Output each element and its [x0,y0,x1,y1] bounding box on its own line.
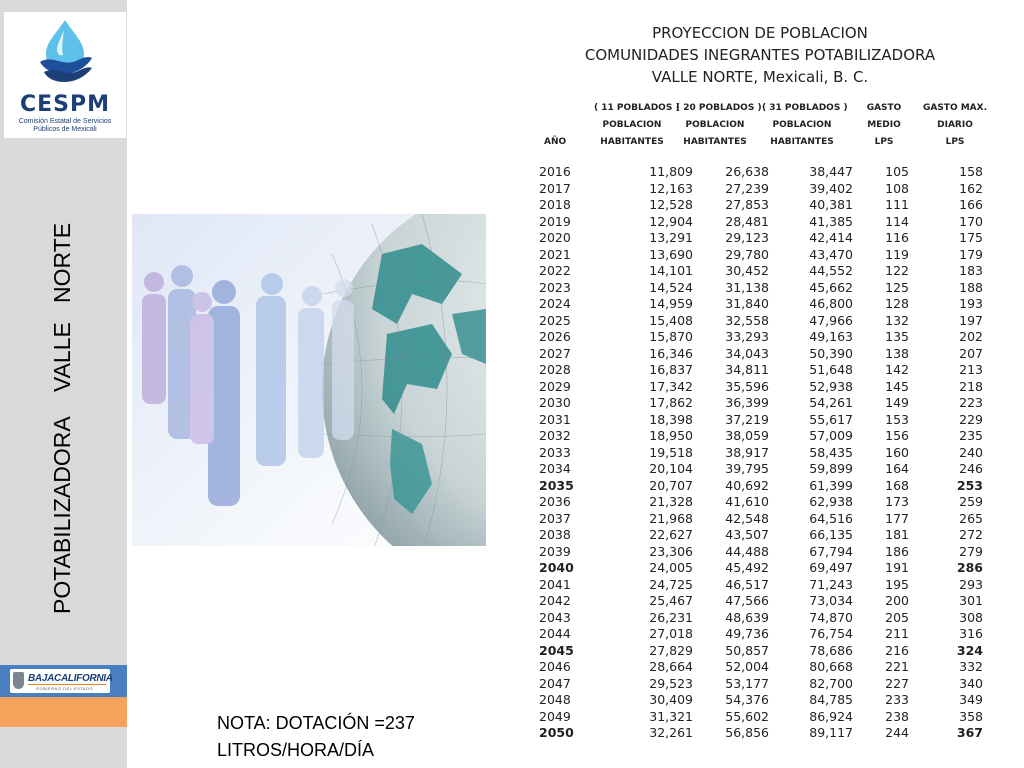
cell-gasto-max: 358 [959,708,983,724]
table-row [535,162,995,179]
cell-pop-20: 56,856 [725,725,769,740]
header-pop-20-bot: HABITANTES [683,137,747,147]
cell-pop-11: 18,950 [649,428,693,443]
cell-gasto-medio: 153 [885,411,909,427]
cell-pop-31: 61,399 [809,477,853,493]
cell-gasto-medio: 186 [885,543,909,559]
cell-year: 2048 [539,692,571,707]
cell-pop-11: 23,306 [649,543,693,559]
cell-gasto-max: 340 [959,675,983,691]
cell-year: 2020 [539,230,571,245]
cell-gasto-max: 272 [959,527,983,542]
cell-year: 2040 [539,560,574,575]
cell-gasto-medio: 168 [885,477,909,493]
cell-gasto-medio: 116 [885,230,909,245]
cell-gasto-max: 324 [956,642,983,658]
table-title [560,22,960,88]
cell-year: 2043 [539,609,571,625]
cell-gasto-max: 175 [959,230,983,245]
cell-pop-20: 31,138 [725,279,769,295]
cell-gasto-max: 265 [959,510,983,526]
cell-year: 2033 [539,444,571,460]
cell-gasto-medio: 108 [885,180,909,196]
cell-year: 2050 [539,725,574,740]
cell-pop-11: 14,524 [649,279,693,295]
cell-year: 2046 [539,659,571,674]
cell-year: 2021 [539,246,571,262]
cell-gasto-max: 229 [959,411,983,427]
cell-pop-20: 40,692 [725,477,769,493]
cell-pop-11: 19,518 [649,444,693,460]
cell-pop-20: 38,059 [725,428,769,443]
cell-year: 2025 [539,312,571,328]
cell-gasto-medio: 177 [885,510,909,526]
cell-year: 2041 [539,576,571,592]
table-row [535,278,995,295]
cell-gasto-max: 179 [959,246,983,262]
state-logo-subtext: GOBIERNO DEL ESTADO [36,686,94,691]
table-row [535,360,995,377]
state-shield-icon [13,672,24,689]
cell-year: 2018 [539,197,571,212]
cell-pop-31: 39,402 [809,180,853,196]
cell-pop-20: 36,399 [725,395,769,410]
cell-pop-20: 49,736 [725,626,769,641]
state-logo [10,669,113,693]
cell-pop-20: 29,123 [725,230,769,245]
header-pop-31-mid: POBLACION [772,120,832,130]
cell-pop-11: 17,342 [649,378,693,394]
header-pop-20-mid: POBLACION [685,120,745,130]
cell-pop-11: 15,870 [649,329,693,344]
note-line-1: NOTA: DOTACIÓN =237 [217,713,415,733]
cell-gasto-max: 253 [956,477,983,493]
cell-pop-20: 47,566 [725,593,769,608]
cell-pop-20: 34,043 [725,345,769,361]
cell-pop-20: 29,780 [725,246,769,262]
cell-gasto-medio: 105 [885,164,909,179]
cell-year: 2023 [539,279,571,295]
cell-year: 2047 [539,675,571,691]
table-row [535,558,995,575]
cell-pop-31: 44,552 [809,263,853,278]
table-title-line-1: PROYECCION DE POBLACION [652,24,868,42]
cell-pop-31: 52,938 [809,378,853,394]
table-row [535,542,995,559]
state-logo-text: BAJACALIFORNIA [28,673,113,684]
table-title-line-2: COMUNIDADES INEGRANTES POTABILIZADORA [584,46,936,64]
cell-gasto-max: 223 [959,395,983,410]
cell-pop-20: 55,602 [725,708,769,724]
cell-pop-31: 38,447 [809,164,853,179]
cell-pop-31: 76,754 [809,626,853,641]
logo-subtitle [4,118,126,134]
header-gasto-max-bot: LPS [945,137,965,147]
cell-gasto-max: 202 [959,329,983,344]
cell-gasto-max: 259 [959,494,983,509]
cell-pop-20: 50,857 [725,642,769,658]
cell-year: 2022 [539,263,571,278]
cell-gasto-medio: 244 [885,725,909,740]
table-row [535,575,995,592]
header-pop-31-bot: HABITANTES [770,137,834,147]
cell-pop-20: 33,293 [725,329,769,344]
header-gasto-medio [856,100,912,151]
vertical-title: POTABILIZADORA VALLE NORTE [49,222,75,614]
cell-gasto-medio: 135 [885,329,909,344]
cell-pop-31: 73,034 [809,593,853,608]
logo-subtitle-line-1: Comisión Estatal de Servicios [18,118,112,125]
cell-pop-31: 42,414 [809,230,853,245]
cell-gasto-medio: 119 [885,246,909,262]
cell-pop-20: 53,177 [725,675,769,691]
cell-gasto-max: 213 [959,362,983,377]
cell-pop-11: 31,321 [649,708,693,724]
people-globe-image [132,214,486,546]
cell-pop-31: 58,435 [809,444,853,460]
population-table-body [535,162,995,740]
cell-year: 2026 [539,329,571,344]
cell-pop-31: 84,785 [809,692,853,707]
cell-pop-31: 78,686 [809,642,853,658]
cell-pop-20: 45,492 [725,560,769,575]
cell-pop-20: 28,481 [725,213,769,229]
cell-gasto-max: 162 [959,180,983,196]
cell-gasto-medio: 227 [885,675,909,691]
table-row [535,443,995,460]
cell-pop-11: 13,690 [649,246,693,262]
cell-pop-31: 74,870 [809,609,853,625]
cell-gasto-max: 246 [959,461,983,476]
cell-gasto-medio: 128 [885,296,909,311]
header-pop-11-mid: POBLACION [602,120,662,130]
cell-year: 2024 [539,296,571,311]
table-row [535,707,995,724]
cell-year: 2016 [539,164,571,179]
cell-pop-11: 20,707 [649,477,693,493]
cell-year: 2032 [539,428,571,443]
cell-gasto-medio: 233 [885,692,909,707]
header-pop-11-top: ( 11 POBLADOS ) [594,103,680,113]
table-row [535,195,995,212]
cell-pop-20: 44,488 [725,543,769,559]
cell-gasto-max: 166 [959,197,983,212]
cell-year: 2034 [539,461,571,476]
cell-pop-20: 37,219 [725,411,769,427]
cell-pop-31: 43,470 [809,246,853,262]
table-row [535,624,995,641]
table-row [535,459,995,476]
cell-pop-20: 48,639 [725,609,769,625]
cell-pop-20: 31,840 [725,296,769,311]
header-pop-11 [594,100,680,151]
cell-gasto-medio: 114 [885,213,909,229]
table-row [535,294,995,311]
cell-pop-31: 51,648 [809,362,853,377]
cell-gasto-medio: 149 [885,395,909,410]
table-row [535,525,995,542]
cell-gasto-max: 316 [959,626,983,641]
cell-gasto-max: 332 [959,659,983,674]
cell-pop-11: 27,018 [649,626,693,641]
cell-pop-31: 55,617 [809,411,853,427]
table-row [535,723,995,740]
cell-pop-20: 42,548 [725,510,769,526]
cell-gasto-max: 349 [959,692,983,707]
cell-pop-20: 27,239 [725,180,769,196]
cell-gasto-medio: 164 [885,461,909,476]
table-row [535,476,995,493]
header-pop-31 [762,100,848,151]
table-row [535,690,995,707]
cell-pop-31: 67,794 [809,543,853,559]
table-row [535,608,995,625]
cell-pop-31: 66,135 [809,527,853,542]
cell-gasto-max: 293 [959,576,983,592]
cell-gasto-max: 218 [959,378,983,394]
cell-pop-11: 11,809 [649,164,693,179]
cell-pop-20: 39,795 [725,461,769,476]
cespm-logo [4,12,126,138]
cell-pop-11: 32,261 [649,725,693,740]
cell-gasto-medio: 142 [885,362,909,377]
cell-year: 2037 [539,510,571,526]
table-row [535,261,995,278]
cell-gasto-max: 193 [959,296,983,311]
cell-gasto-medio: 156 [885,428,909,443]
cell-gasto-max: 308 [959,609,983,625]
cell-gasto-medio: 216 [885,642,909,658]
cell-pop-11: 21,328 [649,494,693,509]
cell-gasto-max: 367 [956,725,983,740]
cell-pop-11: 22,627 [649,527,693,542]
cell-gasto-medio: 132 [885,312,909,328]
cell-pop-20: 43,507 [725,527,769,542]
cell-pop-11: 29,523 [649,675,693,691]
cell-gasto-medio: 145 [885,378,909,394]
table-row [535,179,995,196]
cell-pop-31: 46,800 [809,296,853,311]
cell-gasto-medio: 200 [885,593,909,608]
table-row [535,410,995,427]
cell-year: 2029 [539,378,571,394]
cell-pop-31: 69,497 [809,560,853,575]
table-row [535,245,995,262]
header-gasto-max-top: GASTO MAX. [922,103,988,113]
cell-gasto-medio: 191 [885,560,909,575]
cell-gasto-max: 158 [959,164,983,179]
cell-pop-31: 47,966 [809,312,853,328]
header-gasto-medio-top: GASTO [866,103,902,113]
cell-pop-20: 54,376 [725,692,769,707]
logo-name: CESPM [19,92,111,117]
table-row [535,492,995,509]
cell-year: 2035 [539,477,574,493]
cell-pop-11: 18,398 [649,411,693,427]
header-pop-11-bot: HABITANTES [600,137,664,147]
cell-pop-11: 15,408 [649,312,693,328]
cell-gasto-max: 240 [959,444,983,460]
cell-pop-20: 27,853 [725,197,769,212]
cell-pop-11: 16,837 [649,362,693,377]
cell-pop-11: 12,163 [649,180,693,196]
cell-gasto-medio: 238 [885,708,909,724]
table-row [535,212,995,229]
cell-pop-31: 49,163 [809,329,853,344]
table-row [535,657,995,674]
cell-pop-31: 71,243 [809,576,853,592]
cell-pop-20: 26,638 [725,164,769,179]
cell-pop-11: 14,959 [649,296,693,311]
cell-pop-31: 45,662 [809,279,853,295]
header-gasto-max [918,100,992,151]
cell-pop-11: 13,291 [649,230,693,245]
cell-pop-31: 62,938 [809,494,853,509]
cell-year: 2027 [539,345,571,361]
cell-gasto-medio: 122 [885,263,909,278]
cell-pop-31: 89,117 [809,725,853,740]
cell-pop-31: 59,899 [809,461,853,476]
cell-pop-31: 41,385 [809,213,853,229]
cell-gasto-max: 183 [959,263,983,278]
table-title-line-3: VALLE NORTE, Mexicali, B. C. [651,68,869,86]
cell-pop-20: 41,610 [725,494,769,509]
table-row [535,228,995,245]
cell-pop-11: 24,005 [649,560,693,575]
cell-gasto-medio: 205 [885,609,909,625]
header-gasto-medio-mid: MEDIO [867,120,901,130]
cell-year: 2036 [539,494,571,509]
header-pop-31-top: ( 31 POBLADOS ) [762,103,848,113]
cell-pop-11: 25,467 [649,593,693,608]
cell-gasto-max: 301 [959,593,983,608]
table-row [535,674,995,691]
cell-year: 2042 [539,593,571,608]
table-row [535,641,995,658]
note-line-2: LITROS/HORA/DÍA [217,740,375,760]
header-gasto-max-mid: DIARIO [937,120,973,130]
cell-gasto-max: 188 [959,279,983,295]
cell-pop-11: 27,829 [649,642,693,658]
cell-pop-31: 86,924 [809,708,853,724]
cell-year: 2031 [539,411,571,427]
cell-gasto-medio: 181 [885,527,909,542]
table-row [535,393,995,410]
state-logo-divider [28,684,106,685]
cell-year: 2044 [539,626,571,641]
cell-pop-31: 57,009 [809,428,853,443]
cell-gasto-max: 170 [959,213,983,229]
cell-pop-31: 54,261 [809,395,853,410]
table-row [535,377,995,394]
cell-gasto-medio: 195 [885,576,909,592]
cell-year: 2049 [539,708,571,724]
cell-pop-31: 82,700 [809,675,853,691]
logo-subtitle-line-2: Públicos de Mexicali [33,126,97,133]
cell-gasto-medio: 211 [885,626,909,641]
cell-gasto-max: 207 [959,345,983,361]
cell-pop-20: 38,917 [725,444,769,460]
cell-pop-11: 26,231 [649,609,693,625]
cell-pop-11: 21,968 [649,510,693,526]
cell-year: 2028 [539,362,571,377]
cell-pop-11: 17,862 [649,395,693,410]
header-gasto-medio-bot: LPS [874,137,894,147]
cell-pop-11: 12,904 [649,213,693,229]
cell-pop-11: 16,346 [649,345,693,361]
cell-year: 2017 [539,180,571,196]
orange-accent-bar [0,697,127,727]
cell-pop-11: 30,409 [649,692,693,707]
table-row [535,311,995,328]
cell-gasto-medio: 173 [885,494,909,509]
cell-pop-20: 35,596 [725,378,769,394]
cell-pop-11: 14,101 [649,263,693,278]
cell-pop-31: 80,668 [809,659,853,674]
cell-year: 2030 [539,395,571,410]
cell-year: 2045 [539,642,574,658]
cell-pop-11: 28,664 [649,659,693,674]
note [217,710,415,764]
table-row [535,591,995,608]
cell-year: 2019 [539,213,571,229]
table-row [535,344,995,361]
cell-pop-31: 40,381 [809,197,853,212]
cell-gasto-medio: 111 [885,197,909,212]
cell-gasto-medio: 125 [885,279,909,295]
header-pop-20 [676,100,762,151]
cell-gasto-medio: 221 [885,659,909,674]
cell-gasto-max: 286 [956,560,983,575]
cell-year: 2039 [539,543,571,559]
table-row [535,509,995,526]
cell-pop-31: 64,516 [809,510,853,526]
sidebar [0,0,127,768]
cell-pop-11: 24,725 [649,576,693,592]
cell-pop-20: 46,517 [725,576,769,592]
cell-pop-11: 20,104 [649,461,693,476]
cell-pop-20: 32,558 [725,312,769,328]
cell-gasto-medio: 138 [885,345,909,361]
cell-pop-11: 12,528 [649,197,693,212]
cell-year: 2038 [539,527,571,542]
cell-pop-31: 50,390 [809,345,853,361]
cell-pop-20: 30,452 [725,263,769,278]
table-row [535,426,995,443]
header-pop-20-top: ( 20 POBLADOS ) [676,103,762,113]
cell-gasto-max: 279 [959,543,983,559]
cell-gasto-max: 235 [959,428,983,443]
header-year: AÑO [544,137,567,147]
water-drop-icon [34,18,96,84]
table-row [535,327,995,344]
cell-pop-20: 34,811 [725,362,769,377]
cell-gasto-max: 197 [959,312,983,328]
cell-gasto-medio: 160 [885,444,909,460]
cell-pop-20: 52,004 [725,659,769,674]
